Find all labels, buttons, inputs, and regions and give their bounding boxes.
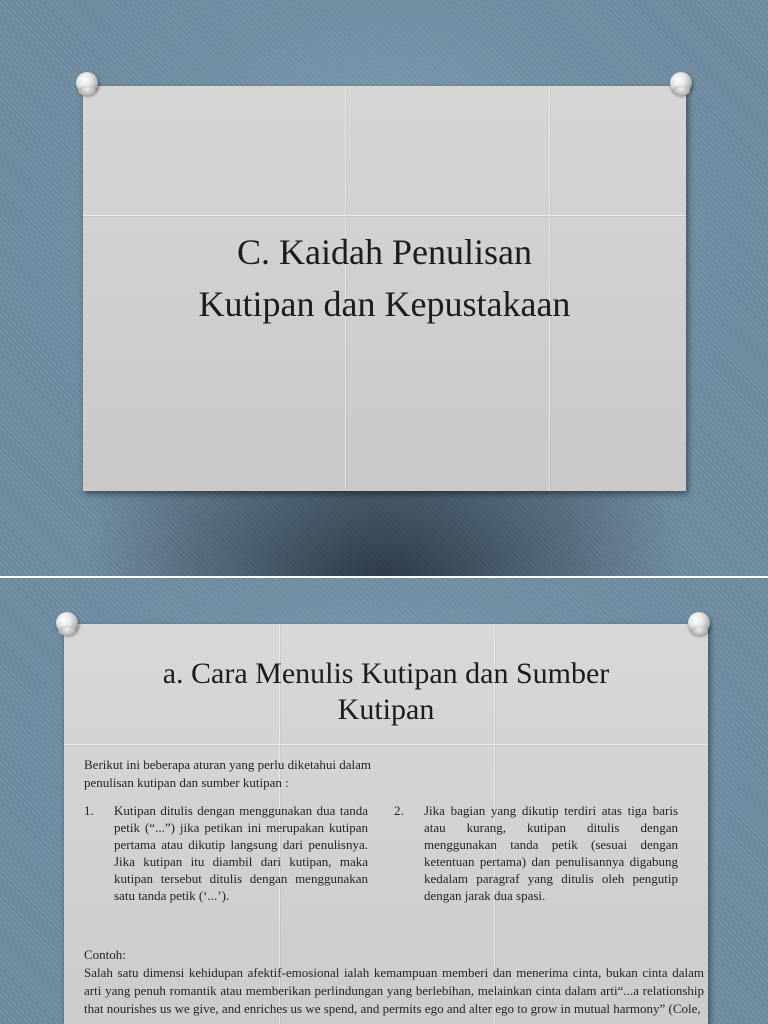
paper-fold <box>83 215 686 216</box>
push-pin-icon <box>688 612 710 634</box>
title-paper <box>83 86 686 491</box>
rule-number: 2. <box>394 803 404 818</box>
intro-line1: Berikut ini beberapa aturan yang perlu diketahui dalam <box>84 757 371 772</box>
example-text: Salah satu dimensi kehidupan afektif-emosional ialah kemampuan memberi dan menerima cinta, bukan cinta dalam arti yang penuh romantik atau memberikan perlindungan yang berlebihan, melainkan cinta dalam arti“...a relationship that nourishes us we give, and enriches us we spend, and permits ego and alter ego to grow in mutual harmony” (Cole, <box>84 965 704 1016</box>
paper-fold <box>64 744 708 745</box>
slide-content <box>0 578 768 1024</box>
example-label: Contoh: <box>84 947 126 962</box>
content-paper <box>64 624 708 1024</box>
rule-text: Kutipan ditulis dengan menggunakan dua tanda petik (“...”) jika petikan ini merupakan kutipan pertama atau dikutip langsung dari penulisnya. Jika kutipan itu diambil dari kutipan, maka kutipan tersebut ditulis dengan menggunakan satu tanda petik (‘...’). <box>114 803 368 903</box>
rule-text: Jika bagian yang dikutip terdiri atas tiga baris atau kurang, kutipan ditulis dengan menggunakan tanda petik (sesuai dengan ketentuan pertama) dan penulisannya digabung kedalam paragraf yang ditulis oleh pengutip dengan jarak dua spasi. <box>424 803 678 903</box>
example-block <box>84 946 704 1018</box>
slide-heading-line1: C. Kaidah Penulisan <box>237 232 532 272</box>
slide-heading-line2: Kutipan dan Kepustakaan <box>198 284 571 324</box>
rule-item-1 <box>84 802 368 904</box>
slide-heading <box>64 656 708 728</box>
push-pin-icon <box>670 72 692 94</box>
push-pin-icon <box>56 612 78 634</box>
intro-paragraph <box>84 756 464 792</box>
slide-heading-line2: Kutipan <box>337 693 435 726</box>
push-pin-icon <box>76 72 98 94</box>
rule-item-2 <box>394 802 678 904</box>
rule-number: 1. <box>84 803 94 818</box>
slide-heading <box>83 226 686 330</box>
intro-line2: penulisan kutipan dan sumber kutipan : <box>84 775 289 790</box>
slide-heading-line1: a. Cara Menulis Kutipan dan Sumber <box>162 657 610 690</box>
